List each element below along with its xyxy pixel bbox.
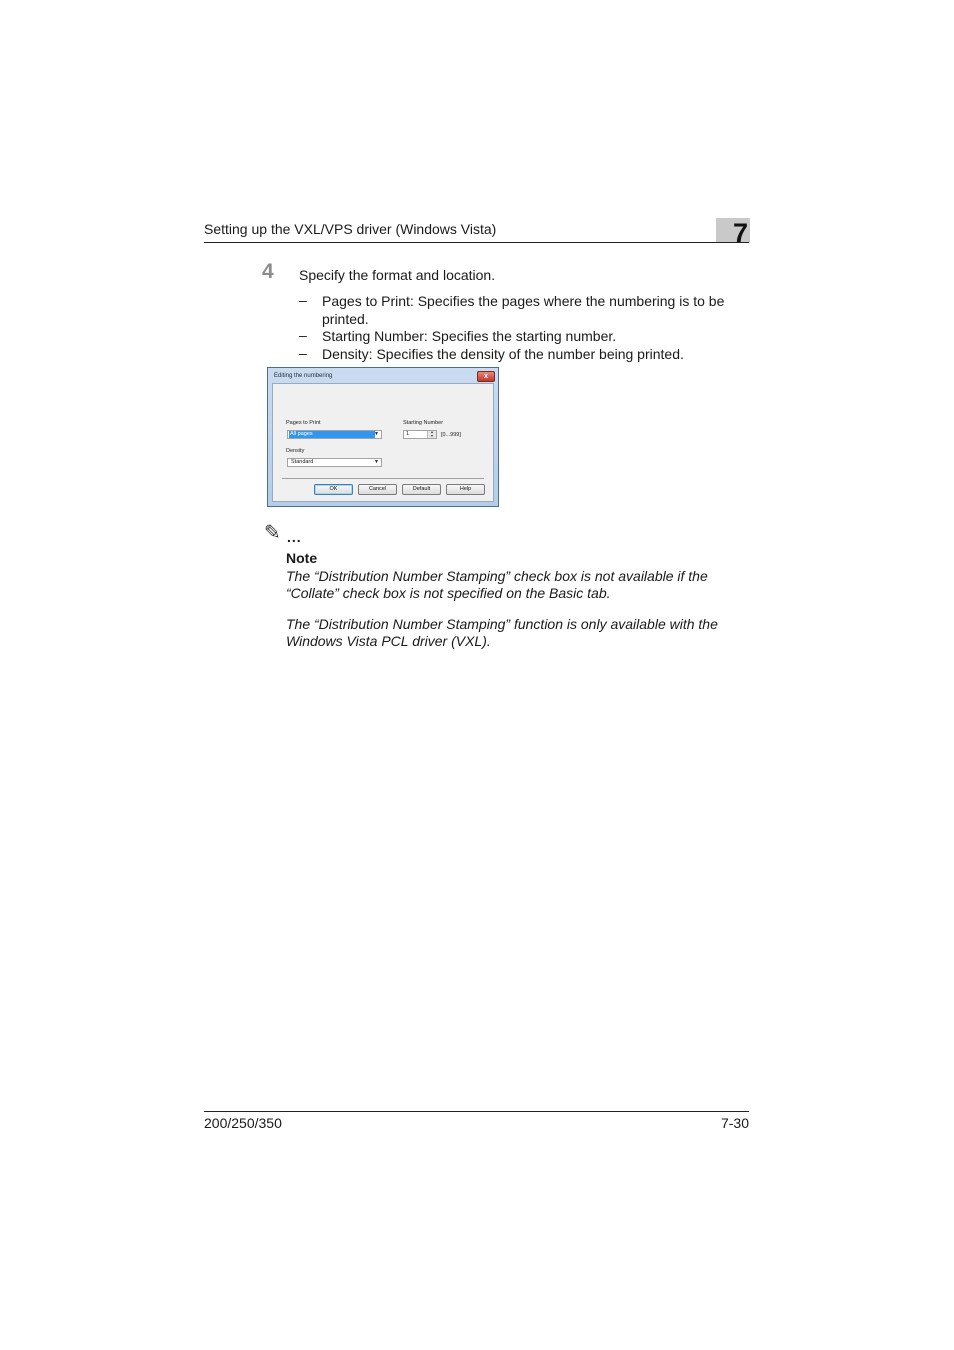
footer-models: 200/250/350	[204, 1115, 282, 1131]
density-select[interactable]	[287, 458, 382, 467]
starting-number-label: Starting Number	[403, 420, 444, 426]
spinner-arrows-icon[interactable]: ▲ ▼	[427, 431, 436, 438]
pages-to-print-label: Pages to Print	[286, 420, 321, 426]
bullet-line: Pages to Print: Specifies the pages where the numbering is to be	[322, 293, 725, 309]
dialog-separator	[282, 478, 484, 479]
step-number: 4	[262, 260, 274, 283]
header-rule	[204, 242, 749, 243]
starting-number-value: 1	[406, 431, 410, 437]
note-paragraph-1	[286, 568, 756, 602]
bullet-dash: –	[299, 292, 307, 308]
chapter-number-box	[716, 218, 750, 242]
note-paragraph-2	[286, 616, 756, 650]
close-icon[interactable]: x	[477, 371, 495, 382]
bullet-density: Density: Specifies the density of the number being printed.	[322, 346, 684, 362]
bullet-starting-number: Starting Number: Specifies the starting number.	[322, 328, 617, 344]
note-line: The “Distribution Number Stamping” check box is not available if the	[286, 568, 708, 584]
bullet-pages-to-print	[322, 292, 724, 328]
bullet-line: printed.	[322, 311, 369, 327]
editing-numbering-dialog	[267, 367, 499, 507]
chevron-down-icon: ▼	[374, 431, 379, 437]
starting-number-range: [0...999]	[441, 432, 461, 438]
starting-number-spinner[interactable]	[403, 430, 437, 439]
default-button[interactable]: Default	[402, 484, 441, 495]
bullet-dash: –	[299, 345, 307, 361]
density-label: Density	[286, 448, 305, 454]
help-button[interactable]: Help	[446, 484, 485, 495]
density-value: Standard	[291, 459, 314, 465]
ok-button[interactable]: OK	[314, 484, 353, 495]
note-line: “Collate” check box is not specified on the Basic tab.	[286, 585, 611, 601]
dialog-client-area	[272, 383, 494, 502]
note-dots: ...	[287, 529, 302, 545]
bullet-dash: –	[299, 327, 307, 343]
note-heading: Note	[286, 550, 318, 566]
cancel-button[interactable]: Cancel	[358, 484, 397, 495]
step-instruction: Specify the format and location.	[299, 267, 496, 283]
footer-rule	[204, 1111, 749, 1112]
note-line: Windows Vista PCL driver (VXL).	[286, 633, 491, 649]
dialog-title: Editing the numbering	[274, 373, 333, 379]
footer-page-number: 7-30	[720, 1115, 749, 1131]
chapter-number: 7	[732, 218, 748, 242]
pages-to-print-select[interactable]	[287, 430, 382, 439]
pencil-icon: ✎	[264, 522, 281, 544]
running-header-title: Setting up the VXL/VPS driver (Windows Vista)	[204, 221, 497, 237]
chevron-down-icon: ▼	[374, 459, 379, 465]
note-line: The “Distribution Number Stamping” function is only available with the	[286, 616, 718, 632]
pages-to-print-value: All pages	[289, 431, 375, 438]
